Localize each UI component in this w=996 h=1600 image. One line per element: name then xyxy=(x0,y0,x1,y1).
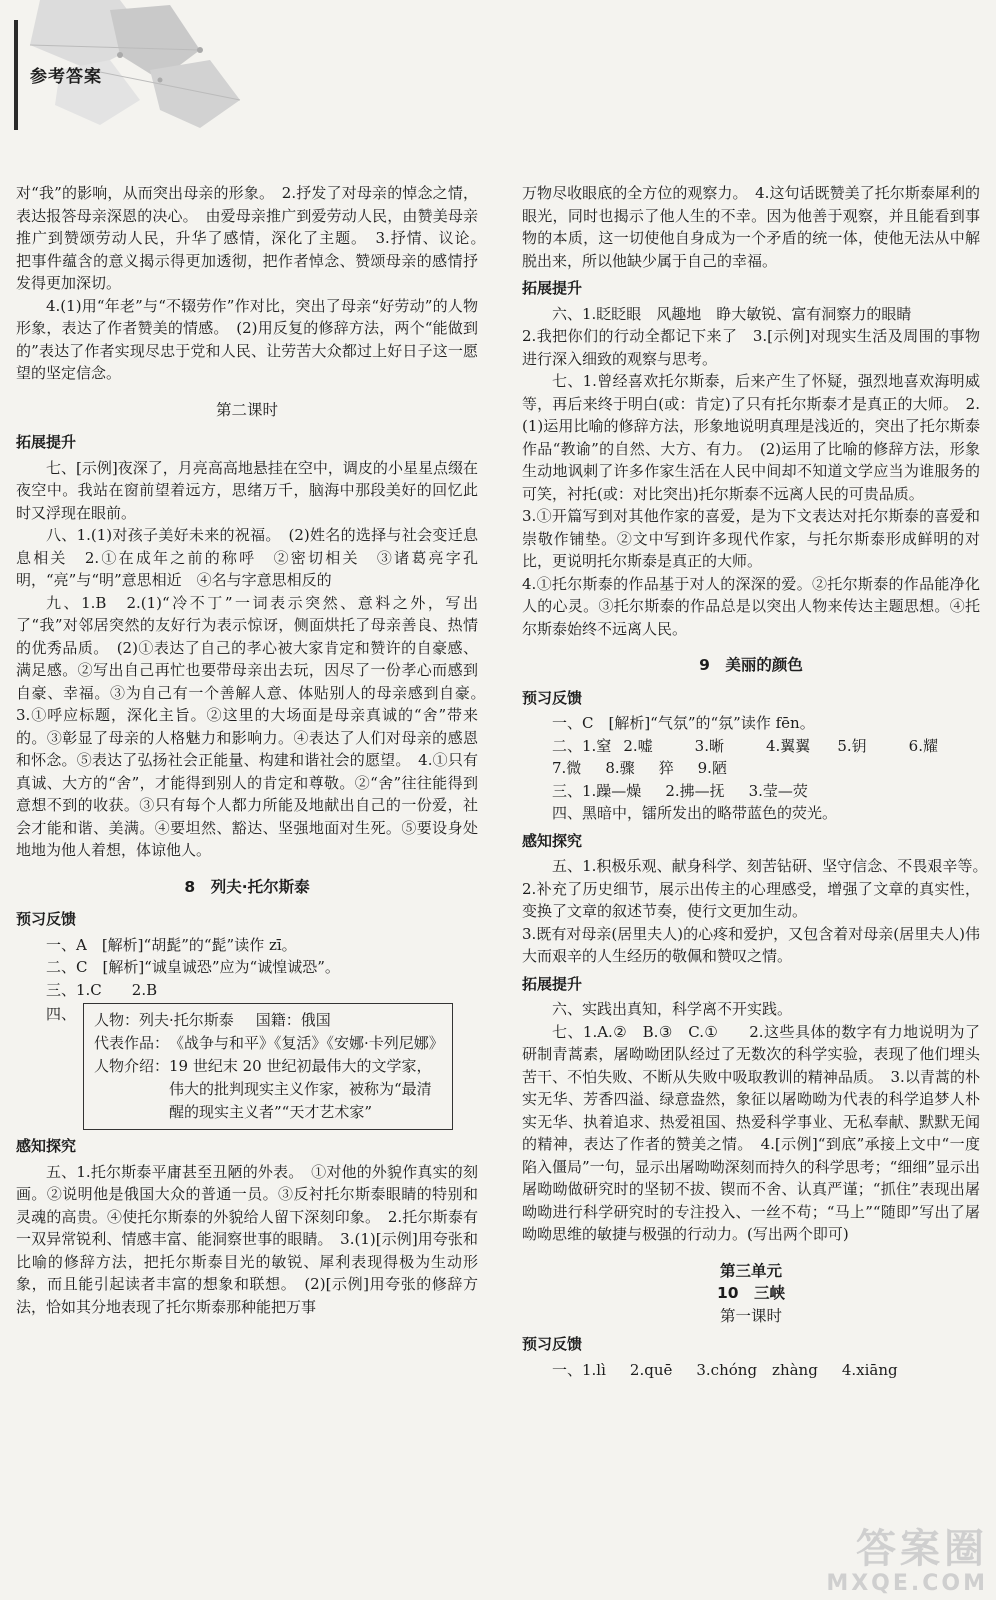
section-heading: 预习反馈 xyxy=(522,1335,583,1353)
profile-line xyxy=(94,1032,444,1055)
answer-row xyxy=(522,757,980,780)
section-heading: 预习反馈 xyxy=(16,910,77,928)
answer-line: 一、A [解析]“胡髭”的“髭”读作 zī。 xyxy=(46,935,297,954)
answer-line: 一、C [解析]“气氛”的“氛”读作 fēn。 xyxy=(552,714,815,732)
answer-row xyxy=(522,735,980,758)
answer-item: 6.耀 xyxy=(908,736,938,755)
profile-line xyxy=(94,1009,444,1032)
section-heading: 拓展提升 xyxy=(16,433,77,451)
lesson-title: 9 美丽的颜色 xyxy=(699,656,803,674)
answer-line: 二、C [解析]“诚皇诚恐”应为“诚惶诚恐”。 xyxy=(46,958,340,976)
answer-paragraph: 五、1.积极乐观、献身科学、刻苦钻研、坚守信念、不畏艰辛等。 2.补充了历史细节，展示出传主的心理感受，增强了文章的真实性，变换了文章的叙述节奏，使行文更加生动。 xyxy=(522,857,996,920)
profile-intro: 19 世纪末 20 世纪初最伟大的文学家，伟大的批判现实主义作家，被称为“最清醒的现实主义者”“天才艺术家” xyxy=(169,1057,432,1121)
lesson-title: 8 列夫·托尔斯泰 xyxy=(184,877,310,896)
answer-paragraph: 六、1.眨眨眼 风趣地 睁大敏锐、富有洞察力的眼睛 xyxy=(552,304,912,323)
answer-paragraph: 2.我把你们的行动全都记下来了 3.[示例]对现实生活及周围的事物进行深入细致的观察与思考。 xyxy=(522,327,980,368)
answer-paragraph: 3.既有对母亲(居里夫人)的心疼和爱护，又包含着对母亲(居里夫人)伟大而艰辛的人生经历的敬佩和赞叹之情。 xyxy=(522,924,980,965)
answer-paragraph: 4.①托尔斯泰的作品基于对人的深深的爱。②托尔斯泰的作品能净化人的心灵。③托尔斯泰的作品总是以突出人物来传达主题思想。④托尔斯泰始终不远离人民。 xyxy=(522,574,980,638)
unit-title: 第三单元 xyxy=(719,1261,782,1280)
profile-key: 代表作品： xyxy=(94,1034,170,1052)
answer-item: 7.微 xyxy=(552,759,582,777)
answer-row xyxy=(522,780,980,803)
answer-item: 5.钥 xyxy=(837,736,867,755)
answer-paragraph: 万物尽收眼底的全方位的观察力。 4.这句话既赞美了托尔斯泰犀利的眼光，同时也揭示了他人生的不幸。因为他善于观察，并且能看到事物的本质，这一切使他自身成为一个矛盾的统一体，使他无法从中解脱出来，所以他缺少属于自己的幸福。 xyxy=(522,184,980,270)
answer-item: 3.莹—荧 xyxy=(748,781,808,800)
section-heading: 感知探究 xyxy=(16,1137,77,1155)
header-accent-bar xyxy=(14,20,18,130)
site-watermark xyxy=(826,1527,988,1596)
answer-item: 2.quē xyxy=(629,1360,673,1379)
header-label: 参考答案 xyxy=(30,67,102,87)
watermark-logo-text: 答案圈 xyxy=(856,1526,988,1572)
profile-person: 人物：列夫·托尔斯泰 xyxy=(94,1011,234,1029)
section-heading: 感知探究 xyxy=(522,831,583,850)
answer-item: 8.骤 xyxy=(605,759,635,777)
answer-line: 六、实践出真知，科学离不开实践。 xyxy=(552,1000,793,1018)
answer-item: 9.陋 xyxy=(697,759,727,777)
answer-item: 二、1.窒 xyxy=(552,736,612,755)
answer-paragraph: 五、1.托尔斯泰平庸甚至丑陋的外表。 ①对他的外貌作真实的刻画。②说明他是俄国大众的普通一员。③反衬托尔斯泰眼睛的特别和灵魂的高贵。④使托尔斯泰的外貌给人留下深刻印象。 2.托尔斯泰有一双异常锐利、情感丰富、能洞察世事的眼睛。 3.(1)[示例]用夸张和比喻的修辞方法，把托尔斯泰目光的敏锐、犀利表现得极为生动形象，而且能引起读者丰富的想象和联想。 (2)[示例]用夸张的修辞方法，恰如其分地表现了托尔斯泰那种能把万事 xyxy=(16,1162,478,1316)
section-heading: 拓展提升 xyxy=(522,279,583,297)
answer-item: 4.翼翼 xyxy=(766,736,811,755)
answer-item: 一、1.lì xyxy=(552,1360,606,1379)
answer-paragraph: 3.①开篇写到对其他作家的喜爱，是为下文表达对托尔斯泰的喜爱和崇敬作铺垫。②文中写到许多现代作家，与托尔斯泰形成鲜明的对比，更说明托尔斯泰是真正的大师。 xyxy=(522,507,980,570)
lesson-title: 10 三峡 xyxy=(716,1284,786,1302)
profile-box xyxy=(83,1003,453,1130)
left-column xyxy=(16,182,494,1318)
answer-item: 4.xiāng xyxy=(841,1360,898,1379)
profile-works: 《战争与和平》《复活》《安娜·卡列尼娜》 xyxy=(169,1034,444,1052)
answer-row xyxy=(522,1359,980,1382)
answer-paragraph: 七、1.A.② B.③ C.① 2.这些具体的数字有力地说明为了研制青蒿素，屠呦呦团队经过了无数次的科学实验，表现了他们埋头苦干、不怕失败、不断从失败中吸取教训的精神品质。 3.以青蒿的朴实无华、芳香四溢、绿意盎然，象征以屠呦呦为代表的科学追梦人朴实无华、执着追求、热爱祖国、热爱科学事业、无私奉献、默默无闻的精神，表达了作者的赞美之情。 4.[示例]“到底”承接上文中“一度陷入僵局”一句，显示出屠呦呦深刻而持久的科学思考；“细细”显示出屠呦呦做研究时的坚韧不拔、锲而不舍、认真严谨；“抓住”表现出屠呦呦进行科学研究时的专注投入、一丝不苟；“马上”“随即”写出了屠呦呦思维的敏捷与极强的行动力。(写出两个即可) xyxy=(522,1022,981,1243)
section-heading: 拓展提升 xyxy=(522,974,583,993)
answer-item: 2.拂—抚 xyxy=(665,781,725,800)
answer-item: 3.chóng zhàng xyxy=(696,1360,818,1379)
question-number: 四、 xyxy=(46,1005,77,1023)
answer-line: 四、黑暗中，镭所发出的略带蓝色的荧光。 xyxy=(552,804,838,822)
answer-item: 2.嘘 xyxy=(623,736,653,755)
section-heading: 预习反馈 xyxy=(522,688,583,707)
answer-item: 3.晰 xyxy=(694,736,724,755)
answer-paragraph: 4.(1)用“年老”与“不辍劳作”作对比，突出了母亲“好劳动”的人物形象，表达了作者赞美的情感。 (2)用反复的修辞方法，两个“能做到的”表达了作者实现尽忠于党和人民、让劳苦大众都过上好日子这一愿望的坚定信念。 xyxy=(16,296,478,382)
answer-paragraph: 七、[示例]夜深了，月亮高高地悬挂在空中，调皮的小星星点缀在夜空中。我站在窗前望着远方，思绪万千，脑海中那段美好的回忆此时又浮现在眼前。 xyxy=(16,458,478,522)
profile-line xyxy=(94,1055,444,1124)
answer-paragraph: 八、1.(1)对孩子美好未来的祝福。 (2)姓名的选择与社会变迁息息相关 2.①在成年之前的称呼 ②密切相关 ③诸葛亮字孔明，“亮”与“明”意思相近 ④名与字意思相反的 xyxy=(16,526,478,589)
answer-paragraph: 对“我”的影响，从而突出母亲的形象。 2.抒发了对母亲的悼念之情，表达报答母亲深恩的决心。 由爱母亲推广到爱劳动人民，由赞美母亲推广到赞颂劳动人民，升华了感情，深化了主题。 3.抒情、议论。 把事件蕴含的意义揭示得更加透彻，把作者悼念、赞颂母亲的感情抒发得更加深切。 xyxy=(16,184,494,292)
answer-line: 三、1.C 2.B xyxy=(46,980,158,999)
answer-item: 猝 xyxy=(658,759,674,777)
watermark-url: MXQE.COM xyxy=(826,1571,988,1596)
lesson-subtitle: 第一课时 xyxy=(719,1306,782,1325)
profile-key: 人物介绍： xyxy=(94,1057,170,1075)
answer-item: 三、1.躁—燥 xyxy=(552,781,642,800)
profile-box-row xyxy=(16,1003,478,1130)
lesson-subtitle: 第二课时 xyxy=(215,400,278,419)
profile-nationality: 国籍：俄国 xyxy=(255,1011,331,1029)
answer-paragraph: 七、1.曾经喜欢托尔斯泰，后来产生了怀疑，强烈地喜欢海明威等，再后来终于明白(或：肯定)了只有托尔斯泰才是真正的大师。 2.(1)运用比喻的修辞方法，形象地说明真理是浅近的，突出了托尔斯泰作品“教谕”的自然、大方、有力。 (2)运用了比喻的修辞方法，形象生动地讽刺了许多作家生活在人民中间却不知道文学应当为谁服务的可笑，衬托(或：对比突出)托尔斯泰不远离人民的可贵品质。 xyxy=(522,372,980,503)
answer-paragraph: 九、1.B 2.(1)“冷不丁”一词表示突然、意料之外，写出了“我”对邻居突然的友好行为表示惊讶，侧面烘托了母亲善良、热情的优秀品质。 (2)①表达了自己的孝心被大家肯定和赞许的自豪感、满足感。②写出自己再忙也要带母亲出去玩，因尽了一份孝心而感到自豪、幸福。③为自己有一个善解人意、体贴别人的母亲感到自豪。 3.①呼应标题，深化主旨。②这里的大场面是母亲真诚的“舍”带来的。③彰显了母亲的人格魅力和影响力。④表达了人们对母亲的感恩和怀念。⑤表达了弘扬社会正能量、构建和谐社会的愿望。 4.①只有真诚、大方的“舍”，才能得到别人的肯定和尊敬。②“舍”往往能得到意想不到的收获。③只有每个人都力所能及地献出自己的一份爱，社会才能和谐、美满。④要坦然、豁达、坚强地面对生死。⑤要设身处地地为他人着想，体谅他人。 xyxy=(16,593,494,859)
right-column xyxy=(522,182,996,1381)
